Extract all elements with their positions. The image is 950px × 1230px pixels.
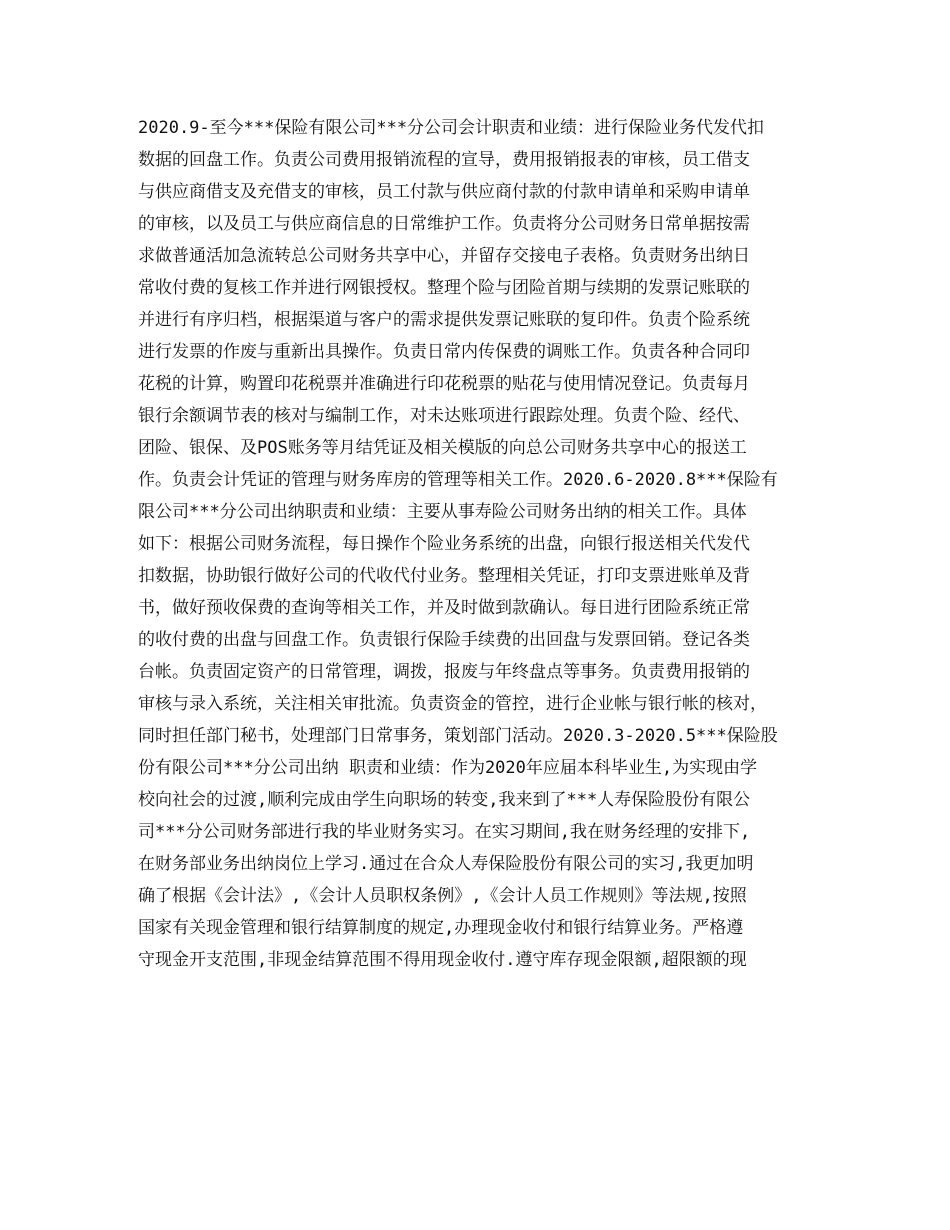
text-line: 的审核，以及员工与供应商信息的日常维护工作。负责将分公司财务日常单据按需 (138, 214, 750, 234)
text-line: 花税的计算，购置印花税票并准确进行印花税票的贴花与使用情况登记。负责每月 (138, 374, 750, 394)
text-line: 并进行有序归档，根据渠道与客户的需求提供发票记账联的复印件。负责个险系统 (138, 310, 750, 330)
text-line: 银行余额调节表的核对与编制工作，对未达账项进行跟踪处理。负责个险、经代、 (138, 406, 750, 426)
text-line: 校向社会的过渡,顺利完成由学生向职场的转变,我来到了***人寿保险股份有限公 (138, 790, 751, 810)
text-line: 扣数据，协助银行做好公司的代收代付业务。整理相关凭证，打印支票进账单及背 (138, 566, 750, 586)
text-line: 份有限公司***分公司出纳 职责和业绩：作为2020年应届本科毕业生,为实现由学 (138, 758, 758, 778)
text-line: 国家有关现金管理和银行结算制度的规定,办理现金收付和银行结算业务。严格遵 (138, 918, 744, 938)
text-line: 守现金开支范围,非现金结算范围不得用现金收付.遵守库存现金限额,超限额的现 (138, 950, 747, 970)
text-line: 审核与录入系统，关注相关审批流。负责资金的管控，进行企业帐与银行帐的核对， (138, 694, 767, 714)
text-line: 书，做好预收保费的查询等相关工作，并及时做到款确认。每日进行团险系统正常 (138, 598, 750, 618)
text-line: 团险、银保、及POS账务等月结凭证及相关模版的向总公司财务共享中心的报送工 (138, 438, 747, 458)
text-line: 作。负责会计凭证的管理与财务库房的管理等相关工作。2020.6-2020.8***保险有 (138, 470, 778, 490)
text-line: 在财务部业务出纳岗位上学习.通过在合众人寿保险股份有限公司的实习,我更加明 (138, 854, 754, 874)
body-text (138, 112, 828, 976)
text-line: 限公司***分公司出纳职责和业绩：主要从事寿险公司财务出纳的相关工作。具体 (138, 502, 747, 522)
text-line: 台帐。负责固定资产的日常管理，调拨，报废与年终盘点等事务。负责费用报销的 (138, 662, 750, 682)
text-line: 确了根据《会计法》,《会计人员职权条例》,《会计人员工作规则》等法规,按照 (138, 886, 747, 906)
text-line: 同时担任部门秘书，处理部门日常事务，策划部门活动。2020.3-2020.5***保险股 (138, 726, 778, 746)
text-line: 与供应商借支及充借支的审核，员工付款与供应商付款的付款申请单和采购申请单 (138, 182, 750, 202)
text-line: 如下：根据公司财务流程，每日操作个险业务系统的出盘，向银行报送相关代发代 (138, 534, 750, 554)
text-line: 2020.9-至今***保险有限公司***分公司会计职责和业绩：进行保险业务代发代扣 (138, 118, 765, 138)
text-line: 数据的回盘工作。负责公司费用报销流程的宣导，费用报销报表的审核，员工借支 (138, 150, 750, 170)
text-line: 的收付费的出盘与回盘工作。负责银行保险手续费的出回盘与发票回销。登记各类 (138, 630, 750, 650)
text-line: 司***分公司财务部进行我的毕业财务实习。在实习期间,我在财务经理的安排下, (138, 822, 751, 842)
text-line: 常收付费的复核工作并进行网银授权。整理个险与团险首期与续期的发票记账联的 (138, 278, 750, 298)
text-line: 进行发票的作废与重新出具操作。负责日常内传保费的调账工作。负责各种合同印 (138, 342, 750, 362)
text-line: 求做普通活加急流转总公司财务共享中心，并留存交接电子表格。负责财务出纳日 (138, 246, 750, 266)
